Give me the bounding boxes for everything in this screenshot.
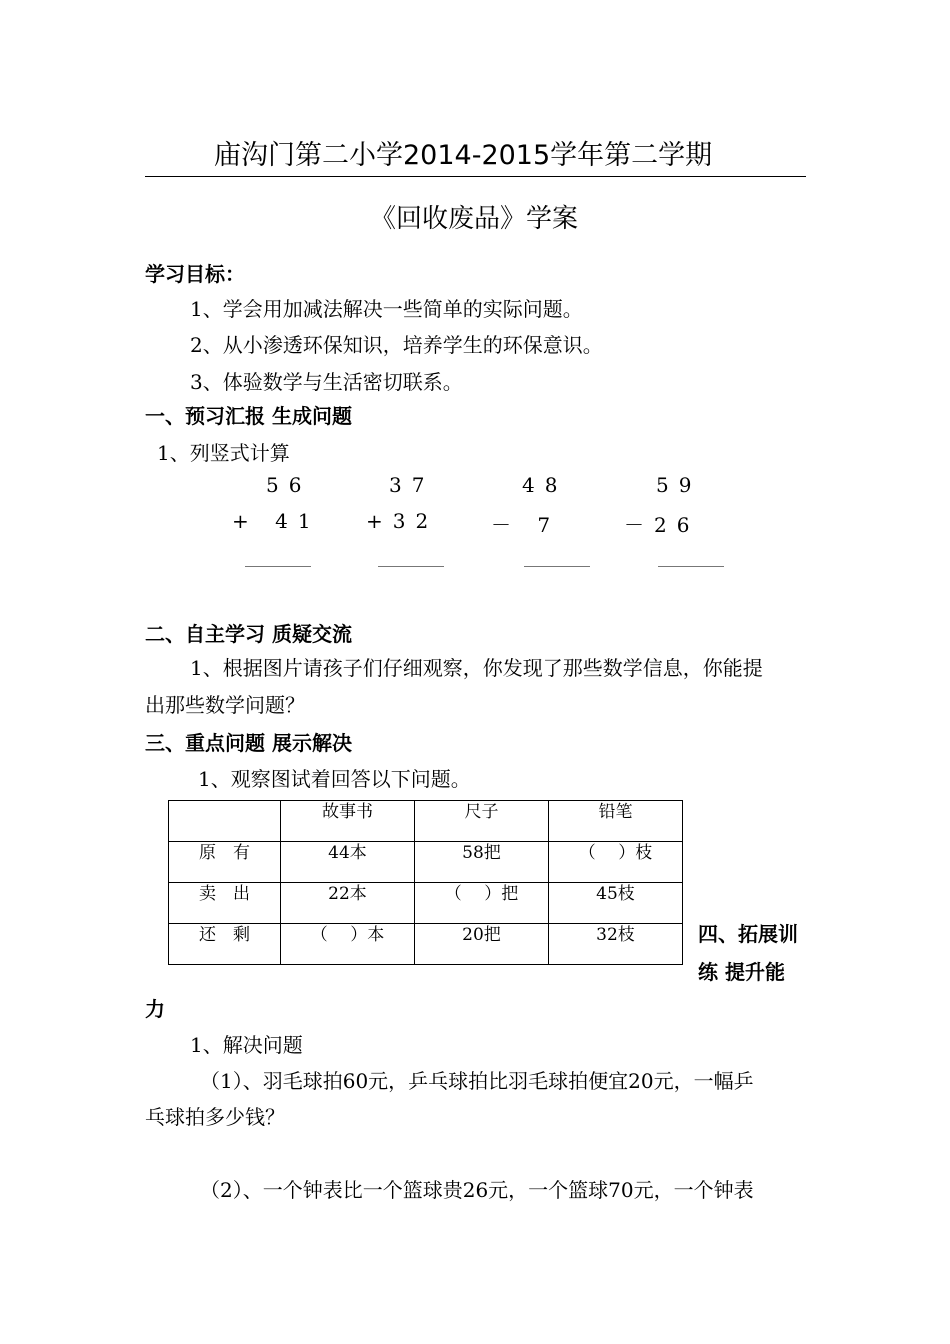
table-header-row — [169, 801, 683, 842]
document-title: 《回收废品》学案 — [370, 204, 579, 234]
question-text: （1）、羽毛球拍60元，乒乓球拍比羽毛球拍便宜20元，一幅乒 — [200, 1069, 754, 1093]
section4-heading: 练 提升能 — [698, 960, 785, 984]
problem-bottom-number: － 7 — [491, 513, 561, 537]
table-cell — [169, 801, 281, 842]
section1-task: 1、列竖式计算 — [157, 441, 290, 465]
school-title: 庙沟门第二小学2014-2015学年第二学期 — [214, 140, 713, 171]
objective-item: 2、从小渗透环保知识，培养学生的环保意识。 — [190, 333, 603, 357]
problem-top-number: 59 — [656, 473, 702, 497]
table-cell: 44本 — [281, 842, 415, 883]
problem-bottom-number: +32 — [366, 509, 439, 533]
table-header-cell: 铅笔 — [549, 801, 683, 842]
problem-top-number: 56 — [266, 473, 312, 497]
table-header-cell: 故事书 — [281, 801, 415, 842]
problem-bottom-number: －26 — [624, 513, 700, 537]
inventory-table — [168, 800, 683, 965]
section4-heading: 力 — [145, 997, 165, 1021]
problem-bottom-number: + 41 — [232, 509, 321, 533]
table-cell: 22本 — [281, 883, 415, 924]
section2-text: 出那些数学问题？ — [145, 693, 305, 717]
section1-heading: 一、预习汇报 生成问题 — [145, 404, 352, 428]
section2-heading: 二、自主学习 质疑交流 — [145, 622, 352, 646]
table-header-cell: 尺子 — [415, 801, 549, 842]
row-label: 还 剩 — [169, 924, 281, 965]
objective-item: 3、体验数学与生活密切联系。 — [190, 370, 463, 394]
table-cell: 20把 — [415, 924, 549, 965]
answer-line — [245, 566, 311, 567]
answer-line — [524, 566, 590, 567]
answer-line — [658, 566, 724, 567]
objectives-heading: 学习目标： — [145, 262, 245, 286]
section4-task: 1、解决问题 — [190, 1033, 303, 1057]
table-row — [169, 842, 683, 883]
section3-heading: 三、重点问题 展示解决 — [145, 731, 352, 755]
section3-task: 1、观察图试着回答以下问题。 — [198, 767, 471, 791]
problem-top-number: 48 — [522, 473, 568, 497]
table-cell: （ ）枝 — [549, 842, 683, 883]
table-cell: 32枝 — [549, 924, 683, 965]
problem-top-number: 37 — [389, 473, 435, 497]
table-cell: （ ）本 — [281, 924, 415, 965]
question-text: （2）、一个钟表比一个篮球贵26元，一个篮球70元，一个钟表 — [200, 1178, 754, 1202]
table-row — [169, 883, 683, 924]
table-row — [169, 924, 683, 965]
table-cell: （ ）把 — [415, 883, 549, 924]
table-cell: 58把 — [415, 842, 549, 883]
row-label: 卖 出 — [169, 883, 281, 924]
objective-item: 1、学会用加减法解决一些简单的实际问题。 — [190, 297, 583, 321]
section2-text: 1、根据图片请孩子们仔细观察，你发现了那些数学信息，你能提 — [190, 656, 763, 680]
title-divider — [145, 176, 806, 177]
answer-line — [378, 566, 444, 567]
question-text: 乓球拍多少钱？ — [145, 1105, 285, 1129]
section4-heading: 四、拓展训 — [698, 922, 798, 946]
table-cell: 45枝 — [549, 883, 683, 924]
row-label: 原 有 — [169, 842, 281, 883]
